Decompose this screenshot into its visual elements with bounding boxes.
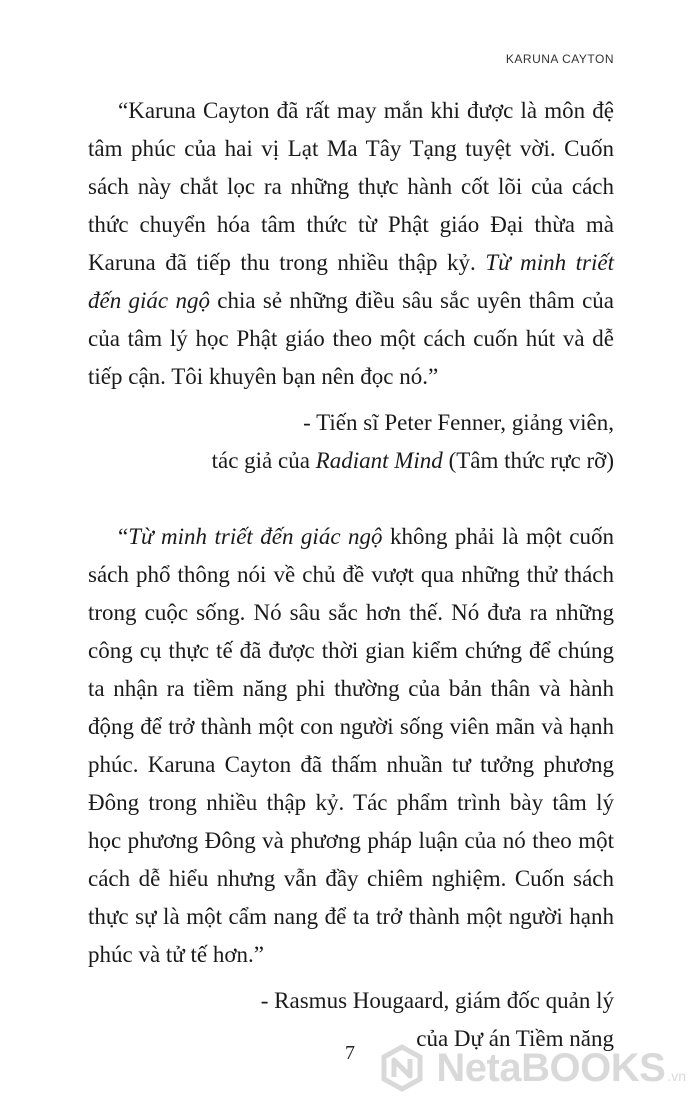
running-header: KARUNA CAYTON xyxy=(505,52,614,66)
quote-1-book-title: Từ minh triết đến giác ngộ xyxy=(88,250,614,313)
page-content xyxy=(88,92,614,1058)
quote-2-open-quote: “ xyxy=(118,524,129,549)
watermark-suffix: .vn xyxy=(667,1068,686,1084)
netabooks-logo-icon xyxy=(378,1044,426,1092)
watermark xyxy=(378,1044,686,1092)
quote-1-attribution-line-2 xyxy=(88,442,614,480)
quote-1-text-after: chia sẻ những điều sâu sắc uyên thâm của của tâm lý học Phật giáo theo một cách cuốn hút và dễ tiếp cận. Tôi khuyên bạn nên đọc nó.” xyxy=(88,288,615,389)
quote-1-attribution xyxy=(88,404,614,480)
quote-2-paragraph xyxy=(88,518,614,974)
quote-2-book-title: Từ minh triết đến giác ngộ xyxy=(128,524,383,549)
attribution-prefix: tác giả của xyxy=(211,448,316,473)
watermark-text: NetaBOOKS xyxy=(436,1045,666,1090)
quote-1-text-before: “Karuna Cayton đã rất may mắn khi được là môn đệ tâm phúc của hai vị Lạt Ma Tây Tạng tuyệt vời. Cuốn sách này chắt lọc ra những thực hành cốt lõi của cách thức chuyển hóa tâm thức từ Phật giáo Đại thừa mà Karuna đã tiếp thu trong nhiều thập kỷ. xyxy=(88,98,614,275)
quote-1-paragraph xyxy=(88,92,614,396)
page-number: 7 xyxy=(345,1042,355,1064)
paragraph-spacer xyxy=(88,480,614,518)
quote-1-attribution-line-1: - Tiến sĩ Peter Fenner, giảng viên, xyxy=(303,410,614,435)
quote-2-text-after: không phải là một cuốn sách phổ thông nói về chủ đề vượt qua những thử thách trong cuộc sống. Nó sâu sắc hơn thế. Nó đưa ra những công cụ thực tế đã được thời gian kiểm chứng để chúng ta nhận ra tiềm năng phi thường của bản thân và hành động để trở thành một con người sống viên mãn và hạnh phúc. Karuna Cayton đã thấm nhuần tư tưởng phương Đông trong nhiều thập kỷ. Tác phẩm trình bày tâm lý học phương Đông và phương pháp luận của nó theo một cách dễ hiểu nhưng vẫn đầy chiêm nghiệm. Cuốn sách thực sự là một cẩm nang để ta trở thành một người hạnh phúc và tử tế hơn.” xyxy=(88,524,614,967)
quote-2-attribution-line-2: của Dự án Tiềm năng xyxy=(416,1026,614,1051)
attribution-book-title: Radiant Mind xyxy=(315,448,443,473)
quote-2-attribution-line-1: - Rasmus Hougaard, giám đốc quản lý xyxy=(260,988,614,1013)
attribution-translation: (Tâm thức rực rỡ) xyxy=(442,448,614,473)
